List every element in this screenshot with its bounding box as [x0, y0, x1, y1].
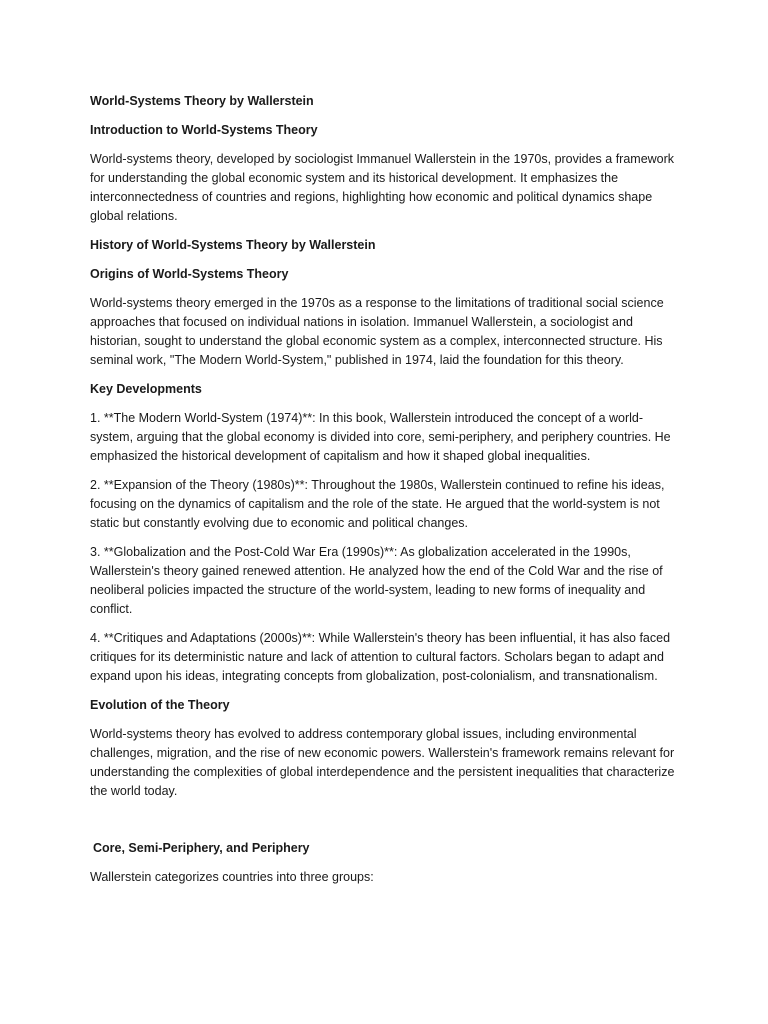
section-heading-origins: Origins of World-Systems Theory — [90, 267, 289, 281]
section-heading-key-developments: Key Developments — [90, 382, 202, 396]
list-item-development-3: 3. **Globalization and the Post-Cold War Era (1990s)**: As globalization accelerated in the 1990s, Wallerstein's theory gained renewed attention. He analyzed how the end of the Cold War and the rise of neoliberal policies impacted the structure of the world-system, leading to new forms of inequality and conflict. — [90, 545, 663, 616]
section-heading-evolution: Evolution of the Theory — [90, 698, 230, 712]
document-page — [90, 92, 680, 897]
spacer — [90, 811, 680, 839]
paragraph-introduction: World-systems theory, developed by sociologist Immanuel Wallerstein in the 1970s, provides a framework for understanding the global economic system and its historical development. It emphasizes the interconnectedness of countries and regions, highlighting how economic and political dynamics shape global relations. — [90, 152, 675, 223]
section-heading-core-periphery: Core, Semi-Periphery, and Periphery — [93, 841, 310, 855]
document-title: World-Systems Theory by Wallerstein — [90, 94, 314, 108]
paragraph-core-periphery: Wallerstein categorizes countries into three groups: — [90, 870, 374, 884]
list-item-development-2: 2. **Expansion of the Theory (1980s)**: Throughout the 1980s, Wallerstein continued to refine his ideas, focusing on the dynamics of capitalism and the role of the state. He argued that the world-system is not static but constantly evolving due to economic and political changes. — [90, 478, 665, 530]
list-item-development-1: 1. **The Modern World-System (1974)**: In this book, Wallerstein introduced the concept of a world-system, arguing that the global economy is divided into core, semi-periphery, and periphery countries. He emphasized the historical development of capitalism and how it shaped global inequalities. — [90, 411, 671, 463]
section-heading-history: History of World-Systems Theory by Wallerstein — [90, 238, 376, 252]
section-heading-introduction: Introduction to World-Systems Theory — [90, 123, 318, 137]
list-item-development-4: 4. **Critiques and Adaptations (2000s)**: While Wallerstein's theory has been influential, it has also faced critiques for its deterministic nature and lack of attention to cultural factors. Scholars began to adapt and expand upon his ideas, integrating concepts from globalization, post-colonialism, and transnationalism. — [90, 631, 671, 683]
paragraph-origins: World-systems theory emerged in the 1970s as a response to the limitations of traditional social science approaches that focused on individual nations in isolation. Immanuel Wallerstein, a sociologist and historian, sought to understand the global economic system as a complex, interconnected structure. His seminal work, "The Modern World-System," published in 1974, laid the foundation for this theory. — [90, 296, 664, 367]
paragraph-evolution: World-systems theory has evolved to address contemporary global issues, including environmental challenges, migration, and the rise of new economic powers. Wallerstein's framework remains relevant for understanding the complexities of global interdependence and the persistent inequalities that characterize the world today. — [90, 727, 675, 798]
